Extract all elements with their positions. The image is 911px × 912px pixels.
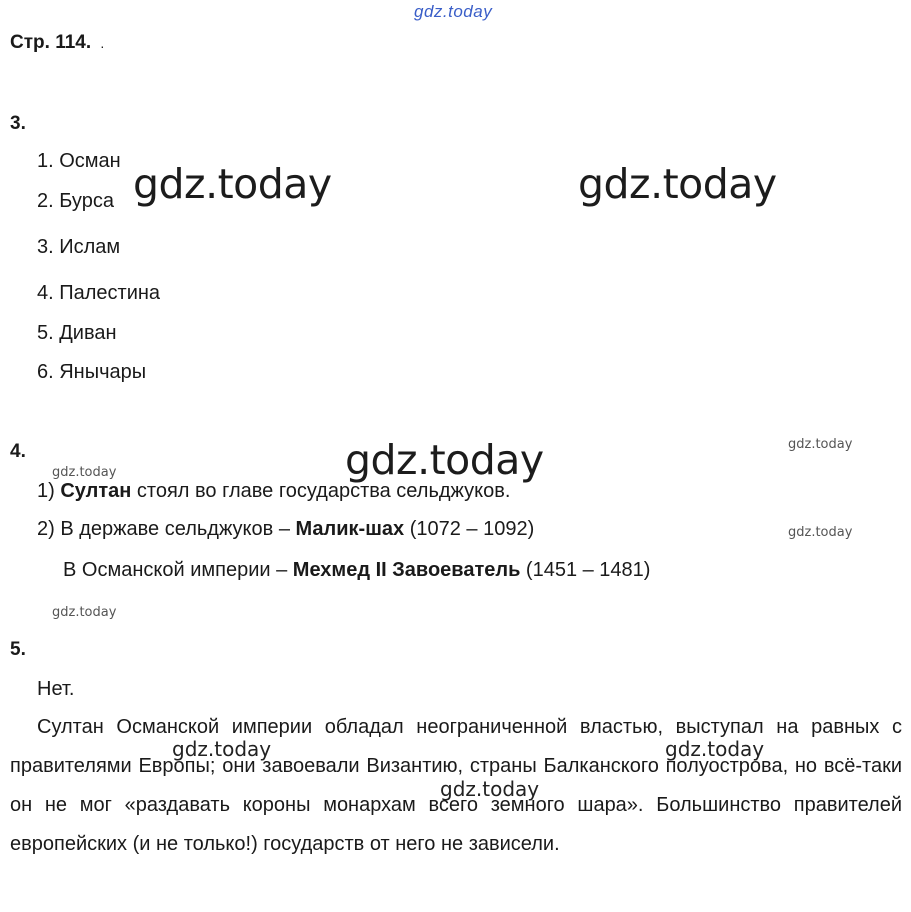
watermark-small-right-1: gdz.today [788,437,853,452]
line-rest: (1072 – 1092) [404,518,535,540]
watermark-top: gdz.today [414,2,493,21]
section-3-item: 1. Осман [37,150,121,172]
section-3-item: 3. Ислам [37,236,121,258]
page-header-mark: . [100,35,105,51]
section-3-item: 6. Янычары [37,361,147,383]
watermark-mid-3: gdz.today [440,777,540,801]
section-3-item: 4. Палестина [37,282,161,304]
line-prefix: 2) В державе сельджуков – [37,518,296,540]
section-3-item: 5. Диван [37,322,117,344]
watermark-small-left-2: gdz.today [52,605,117,620]
watermark-mid-1: gdz.today [172,737,272,761]
line-bold-term: Малик-шах [295,518,405,540]
line-rest: стоял во главе государства сельджуков. [131,480,511,502]
section-4-line-1 [37,480,510,503]
line-bold-term: Султан [60,480,132,502]
section-5-paragraph: Султан Османской империи обладал неограниченной властью, выступал на равных с правителями Европы; они завоевали Византию, страны Балканского полуострова, но всё-таки он не мог «раздавать короны монархам всего земного шара». Большинство правителей европейских (и не только!) государств от него не зависели. [10,716,902,855]
watermark-mid-2: gdz.today [665,737,765,761]
watermark-small-right-2: gdz.today [788,525,853,540]
line-prefix: В Османской империи – [63,559,293,581]
line-bold-term: Мехмед II Завоеватель [292,559,521,581]
section-5-answer: Нет. [37,678,75,700]
page-header [10,32,104,54]
line-prefix: 1) [37,480,61,502]
section-5-number: 5. [10,639,26,660]
page-header-text: Стр. 114. [10,32,92,53]
section-4-number: 4. [10,441,26,462]
section-3-item: 2. Бурса [37,190,114,212]
line-rest: (1451 – 1481) [520,559,651,581]
watermark-large-left: gdz.today [133,160,332,208]
watermark-large-center: gdz.today [345,436,544,484]
section-3-number: 3. [10,113,26,134]
section-4-line-2 [37,518,534,541]
watermark-large-right: gdz.today [578,160,777,208]
section-4-line-3 [63,559,650,582]
watermark-small-left-1: gdz.today [52,465,117,480]
